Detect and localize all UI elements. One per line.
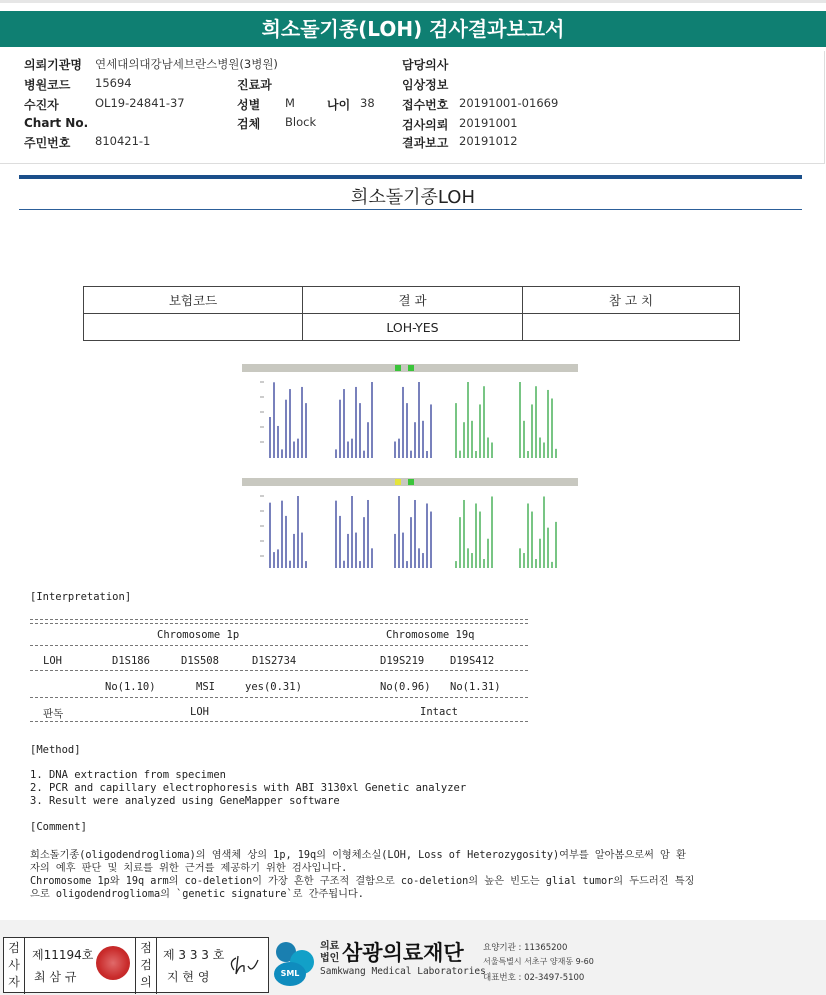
specimen-value: Block [285, 115, 317, 129]
cell-insurance-code [84, 314, 303, 341]
org-english: Samkwang Medical Laboratories [320, 966, 486, 977]
loh-row-label: LOH [43, 655, 62, 667]
header-result: 결 과 [303, 287, 523, 314]
logo-text: SML [274, 962, 306, 986]
marker-dot [408, 365, 414, 371]
reviewer-signature [226, 952, 262, 978]
institution-code: 요양기관 : 11365200 [483, 943, 568, 953]
test-request-value: 20191001 [459, 116, 518, 130]
electropherogram-tumor [240, 476, 580, 572]
examiner-no: 제11194호 [32, 948, 94, 962]
section-divider-top [19, 175, 802, 179]
comment-line: Chromosome 1p와 19q arm의 co-deletion이 가장 흔한 구조적 결함으로 co-deletion의 높은 빈도는 glial tumor의 두드러진 특징 [30, 876, 695, 887]
hospital-code-label: 병원코드 [24, 78, 71, 92]
marker-d19s412: D19S412 [450, 655, 495, 667]
verdict-label: 판독 [43, 708, 64, 720]
verdict-1p: LOH [190, 706, 209, 718]
header-reference: 참 고 치 [523, 287, 740, 314]
top-border [0, 0, 826, 3]
value-d19s219: No(0.96) [380, 681, 431, 693]
reviewer-no: 제 3 3 3 호 [163, 948, 225, 962]
examiner-label: 검사자 [4, 938, 25, 994]
clinical-info-label: 임상정보 [402, 78, 449, 92]
section-title: 희소돌기종LOH [350, 187, 476, 208]
report-title: 희소돌기종(LOH) 검사결과보고서 [0, 11, 826, 47]
marker-dot [395, 365, 401, 371]
dash-line [30, 645, 528, 646]
trace-group [260, 382, 556, 458]
comment-line: 으로 oligodendroglioma의 `genetic signature`로 간주됩니다. [30, 889, 364, 900]
comment-line: 희소돌기종(oligodendroglioma)의 염색체 상의 1p, 19q의 이형체소실(LOH, Loss of Heterozygosity)여부를 알아봄으로써 암 환 [30, 850, 686, 861]
examiner-name: 최 삼 규 [34, 970, 77, 984]
accession-no-label: 접수번호 [402, 98, 449, 112]
result-table [83, 286, 740, 341]
method-line: 1. DNA extraction from specimen [30, 769, 226, 781]
section-divider-bottom [19, 209, 802, 210]
marker-dot [395, 479, 401, 485]
marker-d19s219: D19S219 [380, 655, 425, 667]
org-address: 서울특별시 서초구 양재동 9-60 [483, 957, 594, 966]
dash-line [30, 619, 528, 620]
reviewer-label: 점검의 [135, 938, 157, 994]
result-report-label: 결과보고 [402, 136, 449, 150]
institution-label: 의뢰기관명 [24, 58, 82, 72]
value-d1s2734: yes(0.31) [245, 681, 302, 693]
trace-group [260, 496, 556, 568]
cell-result: LOH-YES [303, 314, 523, 341]
age-value: 38 [360, 96, 375, 110]
org-phone: 대표번호 : 02-3497-5100 [483, 973, 585, 983]
result-table-row [84, 314, 740, 341]
marker-d1s2734: D1S2734 [252, 655, 297, 667]
value-d19s412: No(1.31) [450, 681, 501, 693]
method-heading: [Method] [30, 744, 81, 756]
marker-d1s508: D1S508 [181, 655, 219, 667]
dash-line [30, 623, 528, 624]
reviewer-name: 지 현 영 [167, 970, 210, 984]
hospital-code-value: 15694 [95, 76, 132, 90]
interpretation-heading: [Interpretation] [30, 591, 132, 603]
age-label: 나이 [327, 98, 351, 112]
examiner-seal [96, 946, 130, 980]
sex-value: M [285, 96, 295, 110]
resident-no-label: 주민번호 [24, 136, 71, 150]
group-1p: Chromosome 1p [157, 629, 240, 641]
department-label: 진료과 [237, 78, 272, 92]
method-line: 3. Result were analyzed using GeneMapper software [30, 795, 340, 807]
test-request-label: 검사의뢰 [402, 118, 449, 132]
marker-d1s186: D1S186 [112, 655, 150, 667]
accession-no-value: 20191001-01669 [459, 96, 559, 110]
dash-line [30, 721, 528, 722]
patient-label: 수진자 [24, 98, 59, 112]
specimen-label: 검체 [237, 117, 261, 131]
verdict-19q: Intact [420, 706, 458, 718]
institution-value: 연세대의대강남세브란스병원(3병원) [95, 57, 278, 71]
value-d1s186: No(1.10) [105, 681, 156, 693]
signature-box [3, 937, 269, 993]
result-report-value: 20191012 [459, 134, 518, 148]
dash-line [30, 697, 528, 698]
group-19q: Chromosome 19q [386, 629, 475, 641]
patient-value: OL19-24841-37 [95, 96, 185, 110]
value-d1s508: MSI [196, 681, 215, 693]
electropherogram-normal [240, 362, 580, 462]
result-table-header [84, 287, 740, 314]
chart-no-label: Chart No. [24, 116, 89, 130]
sml-logo [272, 940, 316, 988]
dash-line [30, 670, 528, 671]
cell-reference [523, 314, 740, 341]
marker-dot [408, 479, 414, 485]
comment-heading: [Comment] [30, 821, 87, 833]
header-insurance-code: 보험코드 [84, 287, 303, 314]
doctor-label: 담당의사 [402, 58, 449, 72]
comment-line: 자의 예후 판단 및 치료를 위한 근거를 제공하기 위한 검사입니다. [30, 863, 348, 874]
resident-no-value: 810421-1 [95, 134, 151, 148]
sex-label: 성별 [237, 98, 261, 112]
method-line: 2. PCR and capillary electrophoresis with ABI 3130xl Genetic analyzer [30, 782, 467, 794]
org-name: 삼광의료재단 [342, 941, 464, 965]
org-prefix: 의료법인 [320, 941, 340, 964]
